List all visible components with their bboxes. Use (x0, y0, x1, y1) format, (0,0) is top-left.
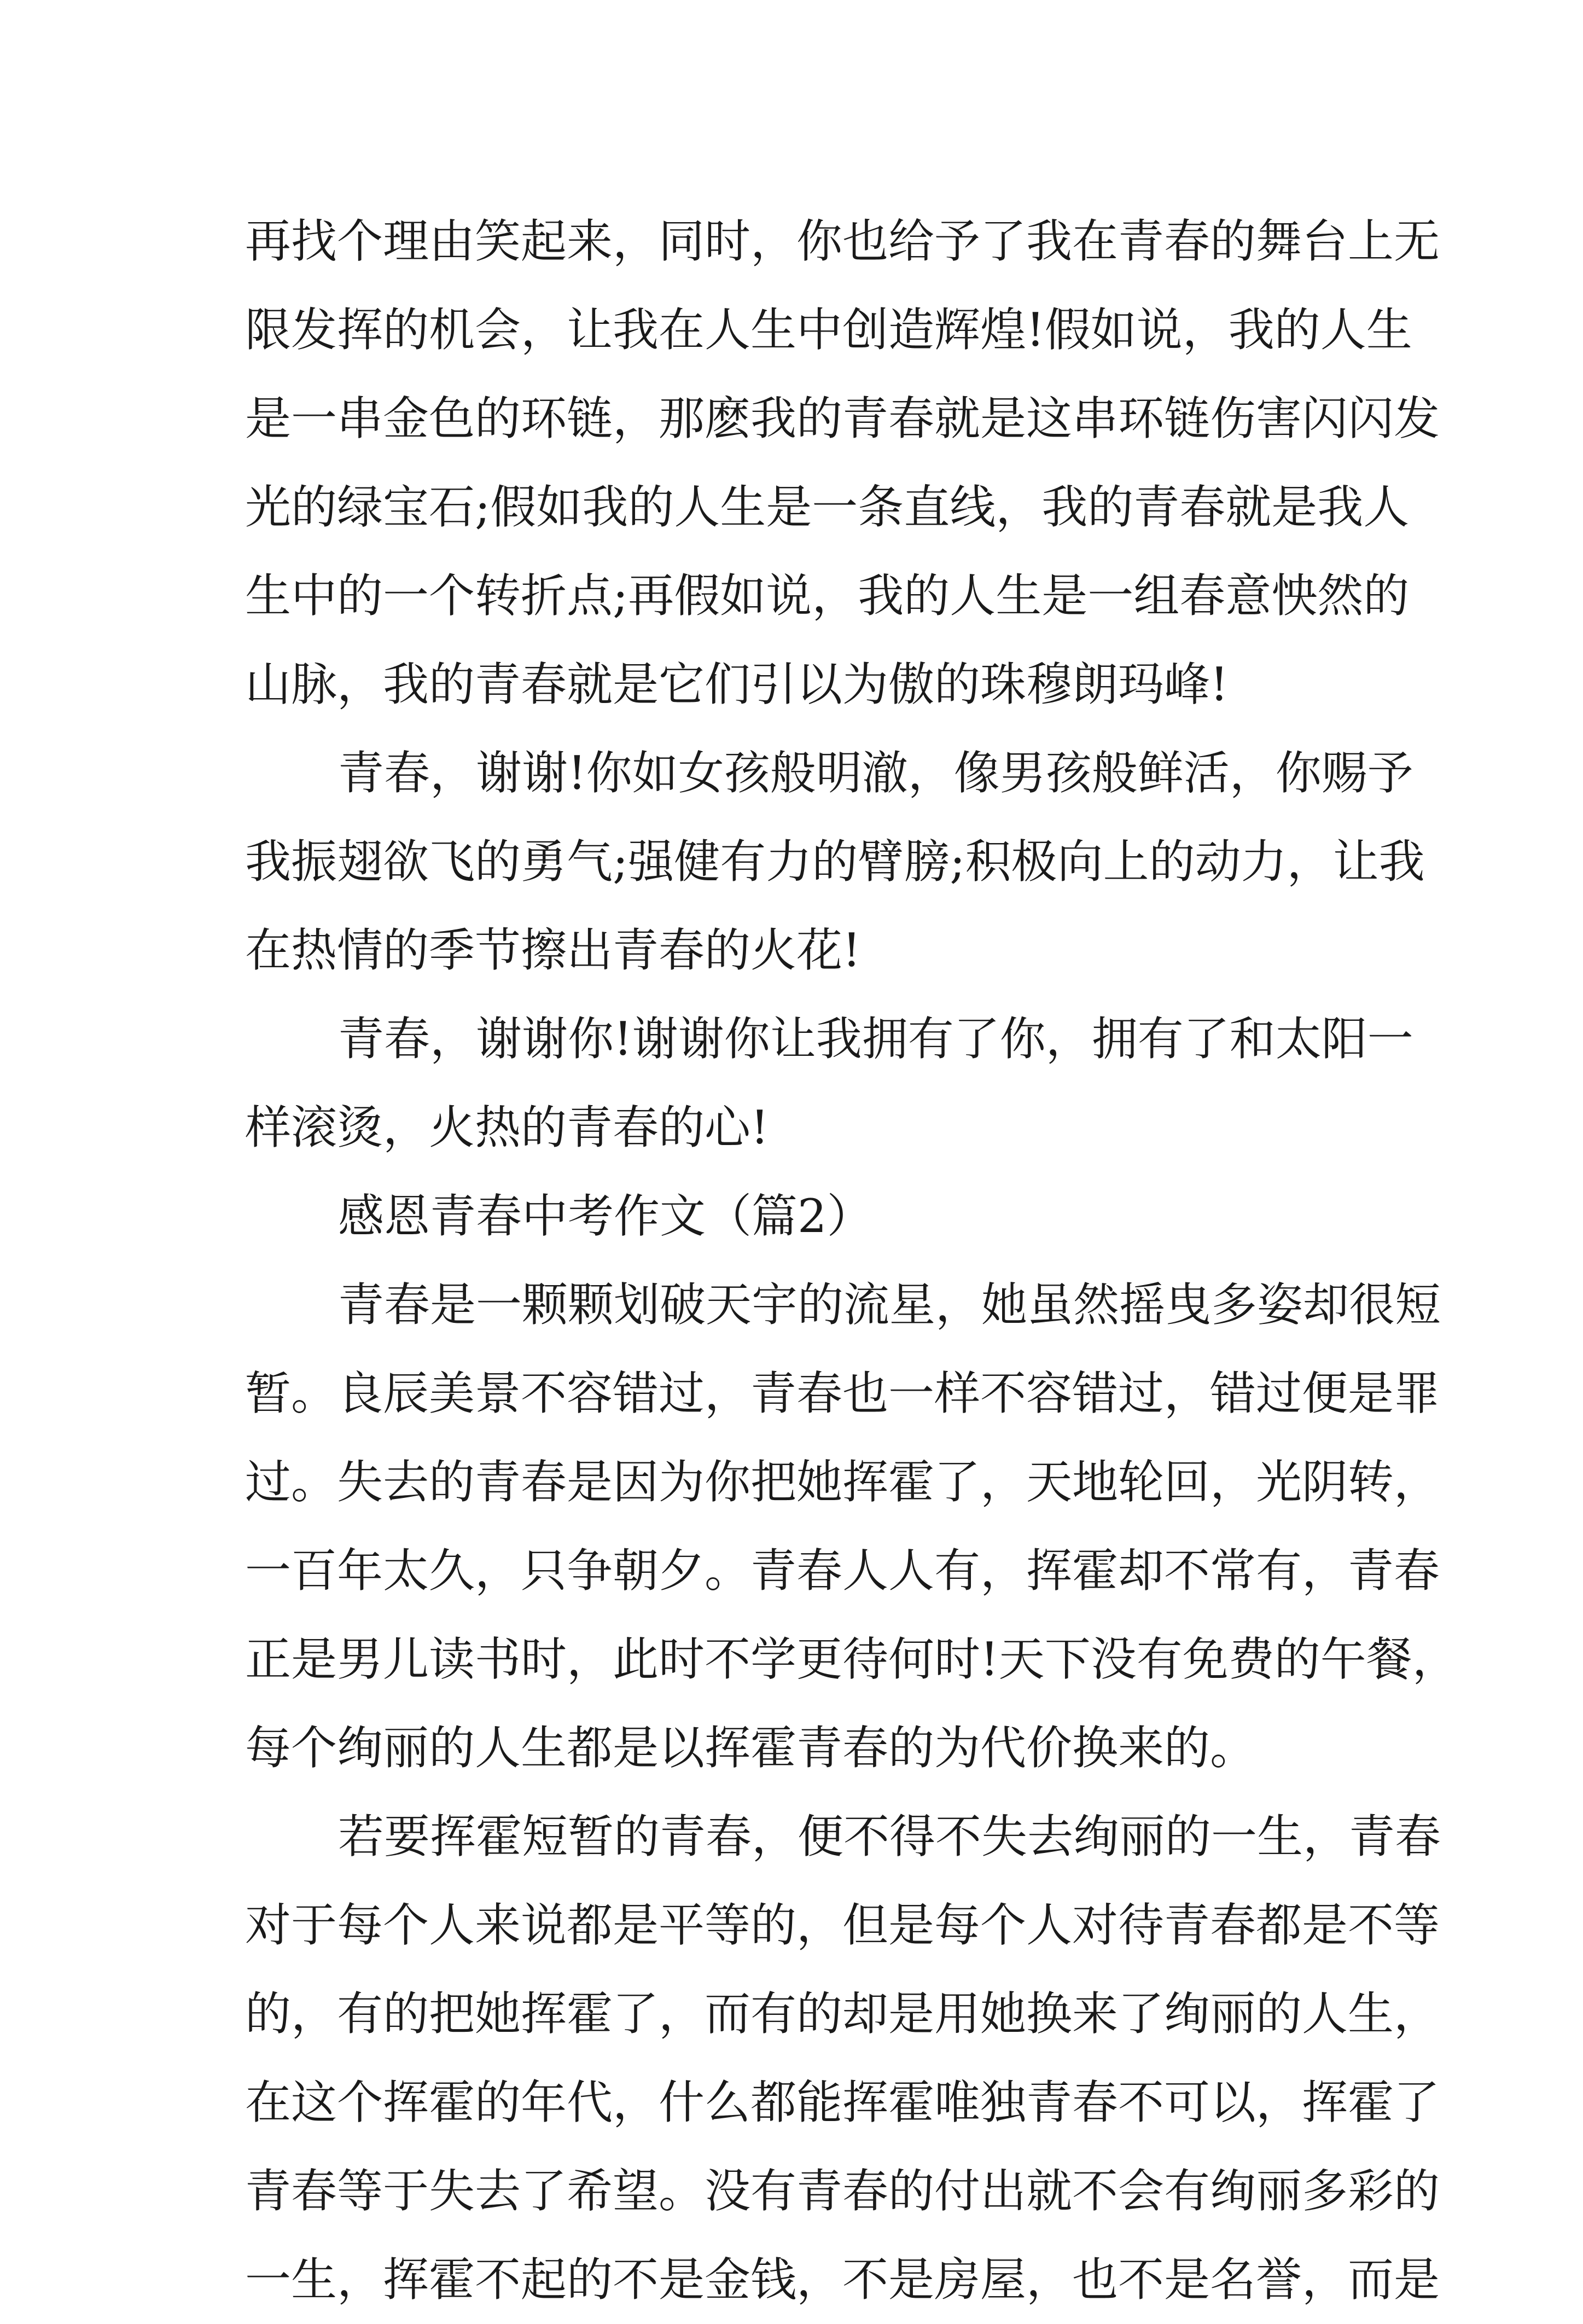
text-line: 山脉，我的青春就是它们引以为傲的珠穆朗玛峰! (245, 658, 1229, 711)
section-heading: 感恩青春中考作文（篇2） (338, 1189, 873, 1243)
text-line: 青春是一颗颗划破天宇的流星，她虽然摇曳多姿却很短 (338, 1278, 1441, 1332)
text-line: 样滚烫，火热的青春的心! (245, 1101, 769, 1154)
text-line: 限发挥的机会，让我在人生中创造辉煌!假如说，我的人生 (245, 303, 1412, 357)
text-line: 青春，谢谢你!谢谢你让我拥有了你，拥有了和太阳一 (338, 1012, 1413, 1066)
body-text (245, 197, 1458, 2324)
text-line: 青春，谢谢!你如女孩般明澈，像男孩般鲜活，你赐予 (338, 746, 1413, 800)
text-line: 对于每个人来说都是平等的，但是每个人对待青春都是不等 (245, 1898, 1440, 1952)
text-line: 在这个挥霍的年代，什么都能挥霍唯独青春不可以，挥霍了 (245, 2076, 1440, 2129)
text-line: 的，有的把她挥霍了，而有的却是用她换来了绚丽的人生， (245, 1987, 1440, 2041)
text-line: 在热情的季节擦出青春的火花! (245, 923, 861, 977)
text-line: 是一串金色的环链，那麽我的青春就是这串环链伤害闪闪发 (245, 392, 1440, 445)
text-line: 光的绿宝石;假如我的人生是一条直线，我的青春就是我人 (245, 480, 1410, 534)
text-line: 一生，挥霍不起的不是金钱，不是房屋，也不是名誉，而是 (245, 2253, 1440, 2306)
text-line: 暂。良辰美景不容错过，青春也一样不容错过，错过便是罪 (245, 1367, 1440, 1420)
text-line: 若要挥霍短暂的青春，便不得不失去绚丽的一生，青春 (338, 1810, 1441, 1863)
text-line: 再找个理由笑起来，同时，你也给予了我在青春的舞台上无 (245, 214, 1440, 268)
text-line: 生中的一个转折点;再假如说，我的人生是一组春意怏然的 (245, 569, 1410, 623)
text-line: 正是男儿读书时，此时不学更待何时!天下没有免费的午餐， (245, 1632, 1458, 1686)
text-line: 青春等于失去了希望。没有青春的付出就不会有绚丽多彩的 (245, 2164, 1440, 2218)
text-line: 一百年太久，只争朝夕。青春人人有，挥霍却不常有，青春 (245, 1544, 1440, 1597)
text-line: 过。失去的青春是因为你把她挥霍了，天地轮回，光阴转， (245, 1455, 1440, 1509)
text-line: 每个绚丽的人生都是以挥霍青春的为代价换来的。 (245, 1721, 1256, 1775)
text-line: 我振翅欲飞的勇气;强健有力的臂膀;积极向上的动力，让我 (245, 835, 1425, 888)
